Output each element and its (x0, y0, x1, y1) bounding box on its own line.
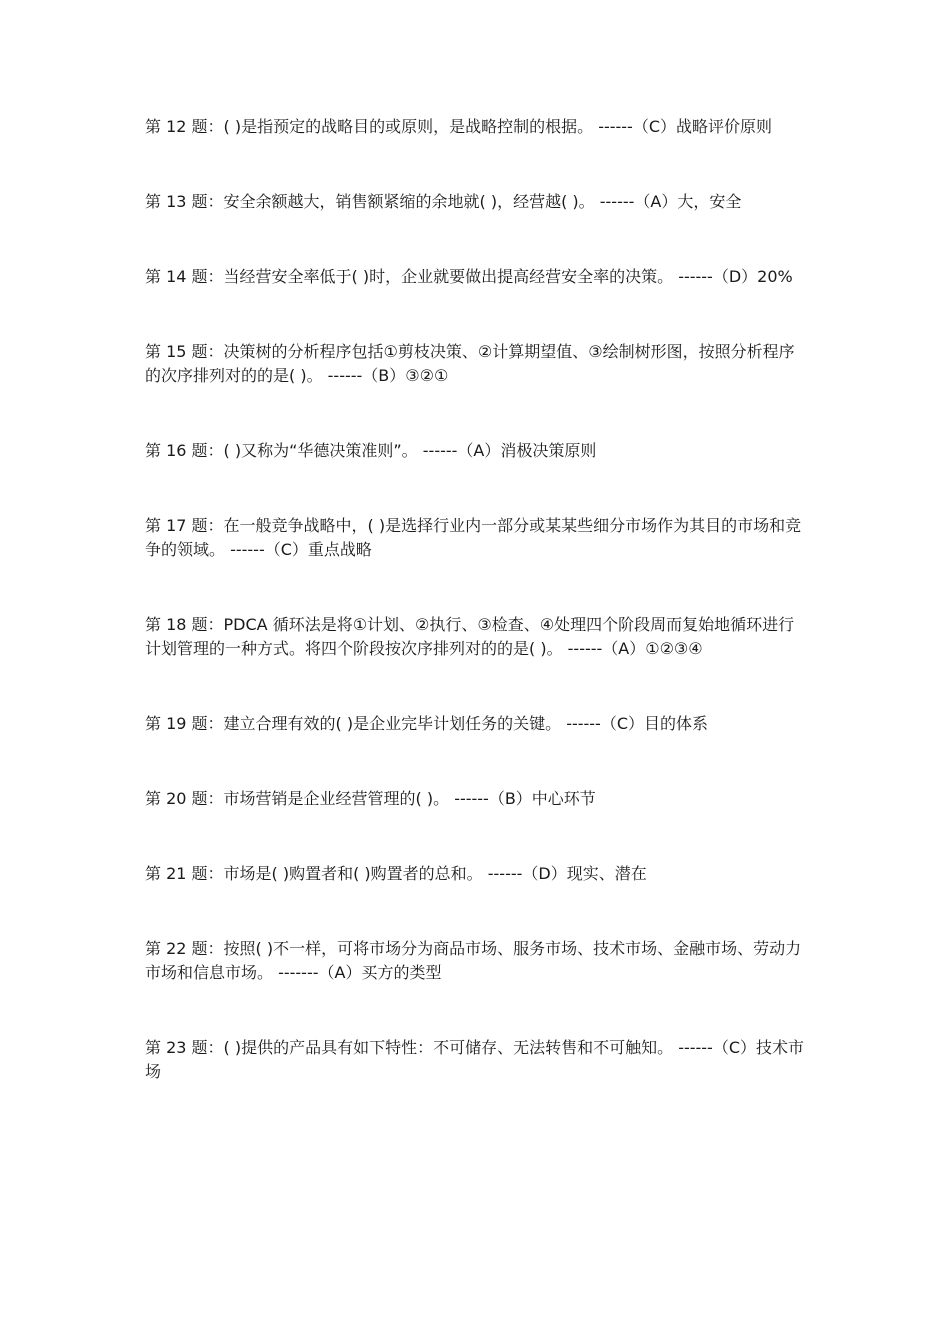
question-14: 第 14 题：当经营安全率低于( )时，企业就要做出提高经营安全率的决策。 ------（D）20% (145, 267, 793, 286)
question-23: 第 23 题：( )提供的产品具有如下特性：不可储存、无法转售和不可触知。 ------（C）技术市场 (145, 1038, 805, 1081)
question-19: 第 19 题：建立合理有效的( )是企业完毕计划任务的关键。 ------（C）目的体系 (145, 714, 709, 733)
question-22: 第 22 题：按照( )不一样，可将市场分为商品市场、服务市场、技术市场、金融市场、劳动力市场和信息市场。 -------（A）买方的类型 (145, 939, 802, 982)
question-16: 第 16 题：( )又称为“华德决策准则”。 ------（A）消极决策原则 (145, 441, 597, 460)
question-12: 第 12 题：( )是指预定的战略目的或原则，是战略控制的根据。 ------（C）战略评价原则 (145, 117, 773, 136)
question-17: 第 17 题：在一般竞争战略中，( )是选择行业内一部分或某某些细分市场作为其目的市场和竞争的领域。 ------（C）重点战略 (145, 516, 802, 559)
question-20: 第 20 题：市场营销是企业经营管理的( )。 ------（B）中心环节 (145, 789, 596, 808)
question-15: 第 15 题：决策树的分析程序包括①剪枝决策、②计算期望值、③绘制树形图，按照分析程序的次序排列对的的是( )。 ------（B）③②① (145, 342, 795, 385)
question-18: 第 18 题：PDCA 循环法是将①计划、②执行、③检查、④处理四个阶段周而复始地循环进行计划管理的一种方式。将四个阶段按次序排列对的的是( )。 ------（A）①②③④ (145, 615, 795, 658)
question-13: 第 13 题：安全余额越大，销售额紧缩的余地就( )，经营越( )。 ------（A）大，安全 (145, 192, 742, 211)
question-21: 第 21 题：市场是( )购置者和( )购置者的总和。 ------（D）现实、潜在 (145, 864, 647, 883)
question-list (145, 115, 810, 1135)
